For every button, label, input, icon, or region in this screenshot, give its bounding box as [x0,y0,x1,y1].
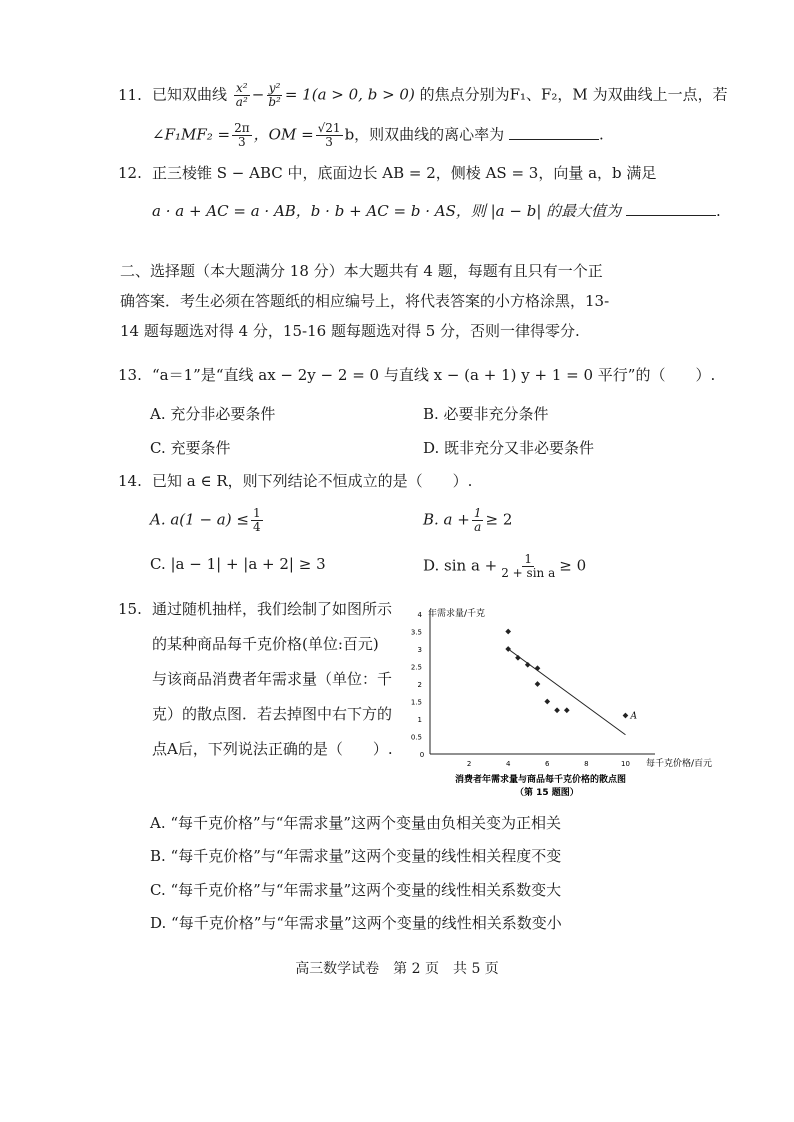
question-15-line5: 点A后，下列说法正确的是（ ）. [152,740,393,758]
chart-subtitle: （第 15 题图） [515,788,579,798]
chart-points [505,629,637,722]
option-14-b[interactable]: B. a + $\frac{1}{a}$ ≥ 2 [423,506,513,534]
question-15-line2: 的某种商品每千克价格(单位:百元) [152,635,379,653]
section-2-instructions: 二、选择题（本大题满分 18 分）本大题共有 4 题，每题有且只有一个正确答案．考生必须在答题纸的相应编号上，将代表答案的小方格涂黑，13-14 题每题选对得 4 分，15-16 题每题选对得 5 分，否则一律得零分. [120,262,610,340]
y-tick-label: 1 [417,716,422,724]
page-footer: 高三数学试卷 第 2 页 共 5 页 [295,961,499,977]
x-tick-label: 2 [466,760,472,768]
question-11-line2: ∠F₁MF₂ = $\frac{2\pi}{3}$ ，OM = $\frac{√21}{3}$ b，则双曲线的离心率为 . [152,121,604,149]
data-point [515,655,521,661]
question-15-line3: 与该商品消费者年需求量（单位：千 [152,670,393,688]
x-tick-label: 6 [545,760,550,768]
question-number: 14. [118,472,142,490]
origin-label: 0 [419,751,425,759]
question-number: 13. [118,366,142,384]
answer-blank[interactable] [509,125,599,140]
option-15-a[interactable]: A. “每千克价格”与“年需求量”这两个变量由负相关变为正相关 [150,814,562,832]
x-tick-label: 4 [505,760,511,768]
question-15-line4: 克）的散点图．若去掉图中右下方的 [152,705,393,723]
option-13-a[interactable]: A. 充分非必要条件 [150,405,276,423]
question-12-line2: a · a + AC = a · AB，b · b + AC = b · AS，则 |a − b| 的最大值为 . [152,202,721,220]
option-14-a[interactable]: A. a(1 − a) ≤ $\frac{1}{4}$ [150,506,261,534]
y-tick-label: 1.5 [410,698,422,707]
option-15-b[interactable]: B. “每千克价格”与“年需求量”这两个变量的线性相关程度不变 [150,847,562,865]
data-point [505,629,511,635]
option-13-b[interactable]: B. 必要非充分条件 [423,405,549,423]
option-14-d[interactable]: D. sin a + $\frac{1}{\text{2 + sin a}}$ ≥ 0 [423,552,587,580]
option-15-c[interactable]: C. “每千克价格”与“年需求量”这两个变量的线性相关系数变大 [150,881,562,899]
y-axis-label: 年需求量/千克 [428,609,486,619]
question-12-line1: 12. 正三棱锥 S − ABC 中，底面边长 AB = 2，侧棱 AS = 3，向量 a，b 满足 [118,164,657,182]
question-number: 12. [118,164,142,182]
fraction: $\frac{√21}{3}$ [317,121,341,149]
chart-axes [430,610,655,754]
question-15-line1: 15. 通过随机抽样，我们绘制了如图所示 [118,600,393,618]
y-tick-label: 0.5 [410,733,422,742]
fraction: $\frac{\text{y²}}{\text{b²}}$ [268,81,281,109]
y-tick-label: 3.5 [410,628,422,637]
option-13-c[interactable]: C. 充要条件 [150,439,231,457]
trend-line [508,649,625,735]
data-point [544,699,550,705]
fraction: $\frac{2\pi}{3}$ [234,121,250,149]
data-point [525,662,531,668]
question-14-stem: 14. 已知 a ∈ R，则下列结论不恒成立的是（ ）. [118,472,473,490]
data-point [564,707,570,713]
data-point [535,681,541,687]
y-tick-label: 2 [417,681,422,689]
chart-title: 消费者年需求量与商品每千克价格的散点图 [455,775,627,785]
option-14-c[interactable]: C. |a − 1| + |a + 2| ≥ 3 [150,555,326,573]
data-point [535,665,541,671]
x-tick-label: 10 [620,760,630,768]
option-13-d[interactable]: D. 既非充分又非必要条件 [423,439,595,457]
chart-trend [508,649,625,735]
question-11-line1: 11. 已知双曲线 $\frac{\text{x²}}{\text{a²}}$ − $\frac{\text{y²}}{\text{b²}}$ = 1(a > 0, b > 0) 的焦点分别为F₁、F₂，M 为双曲线上一点，若 [118,81,728,109]
chart-ticks [411,611,630,768]
y-tick-label: 3 [417,646,422,654]
x-tick-label: 8 [584,760,589,768]
answer-blank[interactable] [626,201,716,216]
y-tick-label: 2.5 [410,663,422,672]
y-tick-label: 4 [417,611,422,619]
scatter-chart [400,596,730,801]
point-label-a: A [630,711,637,722]
fraction: $\frac{\text{x²}}{\text{a²}}$ [235,81,248,109]
option-15-d[interactable]: D. “每千克价格”与“年需求量”这两个变量的线性相关系数变小 [150,914,562,932]
question-13-stem: 13. “a＝1”是“直线 ax − 2y − 2 = 0 与直线 x − (a + 1) y + 1 = 0 平行”的（ ）. [118,366,716,384]
data-point [554,707,560,713]
question-number: 15. [118,600,142,618]
question-number: 11. [118,85,142,104]
x-axis-label: 每千克价格/百元 [646,759,713,769]
data-point [623,713,629,719]
